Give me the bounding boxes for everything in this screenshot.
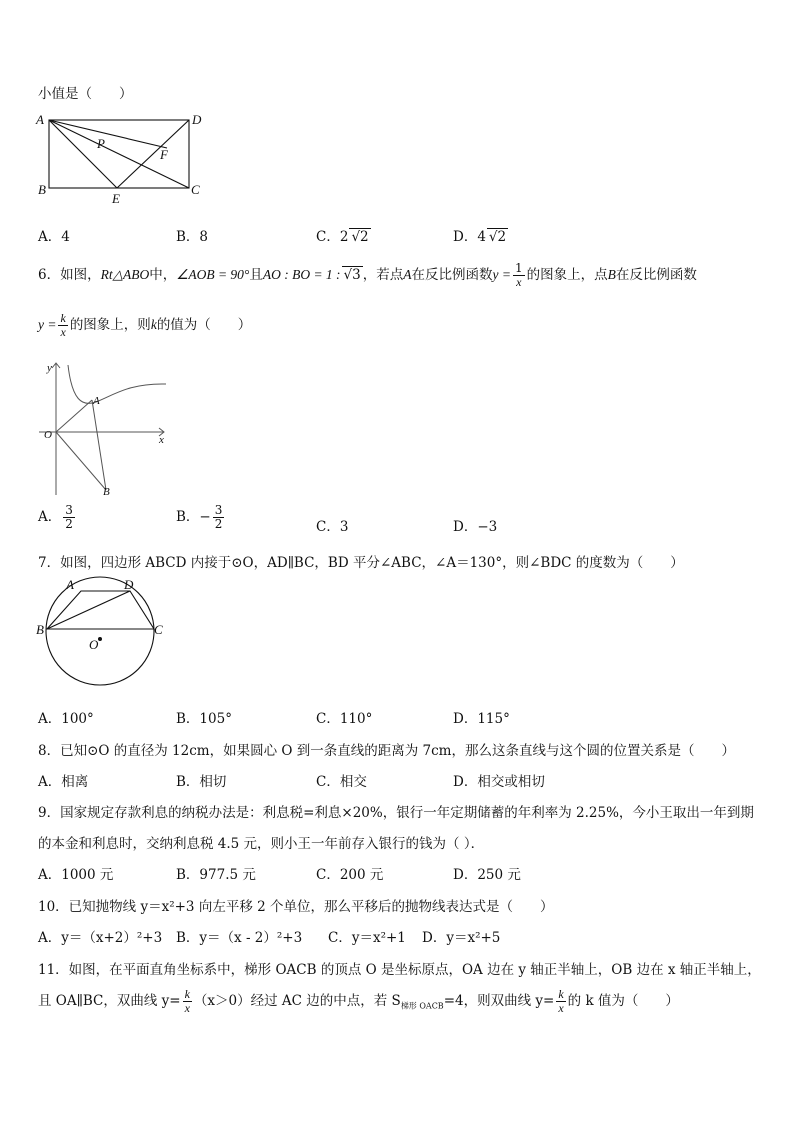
option-text: 105° [199, 711, 232, 727]
segment-ae [49, 120, 117, 188]
option-letter: D． [453, 867, 478, 883]
q11-line1: 11．如图，在平面直角坐标系中，梯形 OACB 的顶点 O 是坐标原点，OA 边在 y 轴正半轴上，OB 边在 x 轴正半轴上， [38, 962, 761, 978]
option-letter: C． [316, 774, 340, 790]
q9-line2: 的本金和利息时，交纳利息税 4.5 元，则小王一年前存入银行的钱为（ ）． [38, 836, 485, 852]
q7-option-b[interactable] [176, 707, 232, 727]
option-letter: B． [176, 509, 200, 525]
q8-option-d[interactable] [453, 770, 545, 790]
option-text: 1000 元 [61, 867, 114, 883]
label-a: A [66, 577, 74, 592]
q7-circle-figure [34, 575, 169, 693]
option-text: 相交 [339, 774, 367, 790]
center-dot [98, 637, 102, 641]
q8-option-c[interactable] [316, 770, 367, 790]
option-letter: C． [316, 519, 340, 535]
option-text: y＝x²+5 [446, 930, 501, 946]
q7-question: 7．如图，四边形 ABCD 内接于⊙O，AD∥BC，BD 平分∠ABC，∠A＝130°，则∠BDC 的度数为（ ） [38, 555, 684, 571]
option-letter: B． [176, 774, 200, 790]
option-text: 2 [339, 229, 349, 245]
hyperbola-curve [68, 365, 166, 403]
option-letter: B． [176, 711, 200, 727]
q5-rectangle-figure [34, 108, 209, 208]
q10-question: 10．已知抛物线 y＝x²+3 向左平移 2 个单位，那么平移后的抛物线表达式是（ ） [38, 899, 554, 915]
label-c: C [154, 622, 163, 637]
q7-option-d[interactable] [453, 707, 510, 727]
option-text: 110° [339, 711, 373, 727]
q10-option-a[interactable] [38, 926, 162, 946]
label-b: B [36, 622, 44, 637]
label-f: F [160, 147, 168, 162]
label-a: A [36, 112, 44, 127]
q6-line2: y = $\frac{k}{x}$ 的图象上，则k的值为（ ） [38, 311, 252, 339]
option-text: y＝（x - 2）²+3 [199, 930, 303, 946]
option-text: 3 [339, 519, 349, 535]
q5-option-a[interactable] [38, 225, 70, 245]
option-text: 相离 [61, 774, 89, 790]
fraction-k-over-x: $\frac{k}{x}$ [184, 987, 190, 1015]
option-letter: A． [38, 711, 62, 727]
q10-option-b[interactable] [176, 926, 302, 946]
label-o: O [89, 637, 99, 652]
label-y: y [47, 362, 52, 374]
option-letter: B． [176, 229, 200, 245]
label-e: E [112, 191, 120, 206]
q7-option-c[interactable] [316, 707, 372, 727]
sqrt-2: √2 [351, 229, 369, 245]
option-text: 4 [477, 229, 486, 245]
option-text: 200 元 [339, 867, 384, 883]
q6-option-c[interactable] [316, 515, 348, 535]
q9-line1: 9．国家规定存款利息的纳税办法是：利息税=利息×20%，银行一年定期储蓄的年利率为 2.25%，今小王取出一年到期 [38, 805, 754, 821]
label-x: x [159, 434, 164, 446]
option-letter: A． [38, 509, 62, 525]
option-text: 115° [477, 711, 510, 727]
q11-line2: 且 OA∥BC，双曲线 y= $\frac{k}{x}$ （x＞0）经过 AC 边的中点，若 $S_{梯形 OACB}=4$，则双曲线 y= $\frac{k}{x}$ 的 k 值为（ ） [38, 987, 679, 1015]
q9-option-a[interactable] [38, 863, 113, 883]
q9-option-d[interactable] [453, 863, 521, 883]
q5-option-b[interactable] [176, 225, 208, 245]
q5-option-d[interactable] [453, 225, 508, 245]
q6-option-d[interactable] [453, 515, 497, 535]
fraction-1-over-x: $\frac{1}{x}$ [514, 261, 523, 289]
option-text: 250 元 [477, 867, 521, 883]
sqrt-2: √2 [488, 229, 507, 245]
q8-option-b[interactable] [176, 770, 226, 790]
option-letter: A． [38, 930, 62, 946]
label-c: C [191, 182, 200, 197]
quadrilateral-abcd [47, 591, 154, 629]
segment-bd [47, 591, 130, 629]
option-letter: A． [38, 867, 62, 883]
option-letter: C． [316, 711, 340, 727]
q6-option-a[interactable]: A． $\frac{3}{2}$ [38, 503, 73, 531]
option-letter: C． [316, 229, 340, 245]
q9-option-c[interactable] [316, 863, 383, 883]
option-text: 4 [61, 229, 70, 245]
option-text: 977.5 元 [199, 867, 256, 883]
label-d: D [192, 112, 202, 127]
q6-option-b[interactable]: B．− $\frac{3}{2}$ [176, 503, 223, 531]
option-text: 100° [61, 711, 94, 727]
option-letter: B． [176, 867, 200, 883]
q9-option-b[interactable] [176, 863, 256, 883]
option-letter: A． [38, 229, 62, 245]
q8-question: 8．已知⊙O 的直径为 12cm，如果圆心 O 到一条直线的距离为 7cm，那么这条直线与这个圆的位置关系是（ ） [38, 743, 735, 759]
label-a: A [93, 395, 100, 407]
diagonal-ac [49, 120, 189, 188]
segment-af [49, 120, 167, 148]
q10-option-d[interactable] [422, 926, 500, 946]
option-letter: D． [453, 229, 478, 245]
option-text: y＝x²+1 [351, 930, 406, 946]
option-letter: D． [453, 774, 478, 790]
q8-option-a[interactable] [38, 770, 88, 790]
q6-graph-figure [34, 355, 174, 500]
q10-option-c[interactable] [328, 926, 406, 946]
fraction-k-over-x-2: $\frac{k}{x}$ [558, 987, 564, 1015]
segment-ed [117, 120, 189, 188]
option-text: y＝（x+2）²+3 [61, 930, 163, 946]
q5-option-c[interactable] [316, 225, 371, 245]
fraction-k-over-x: $\frac{k}{x}$ [60, 311, 66, 339]
label-o: O [44, 429, 52, 441]
segment-oa [56, 400, 92, 432]
option-text: 8 [199, 229, 209, 245]
label-b: B [38, 182, 46, 197]
label-d: D [124, 577, 134, 592]
q7-option-a[interactable] [38, 707, 94, 727]
option-text: 相切 [199, 774, 227, 790]
label-b: B [103, 486, 110, 498]
option-letter: D． [453, 711, 478, 727]
q6-line1: 6．如图，Rt△ABO中，∠AOB = 90°且AO : BO = 1 : √3 ，若点A在反比例函数y = $\frac{1}{x}$ 的图象上，点B在反比例函数 [38, 261, 697, 289]
option-text: −3 [477, 519, 498, 535]
option-letter: D． [422, 930, 447, 946]
q5-tail: 小值是（ ） [38, 86, 133, 102]
option-letter: A． [38, 774, 62, 790]
option-letter: C． [316, 867, 340, 883]
label-p: P [97, 136, 105, 151]
option-letter: C． [328, 930, 352, 946]
circle-o [46, 577, 154, 685]
option-text: 相交或相切 [477, 774, 545, 790]
option-letter: D． [453, 519, 478, 535]
option-letter: B． [176, 930, 200, 946]
